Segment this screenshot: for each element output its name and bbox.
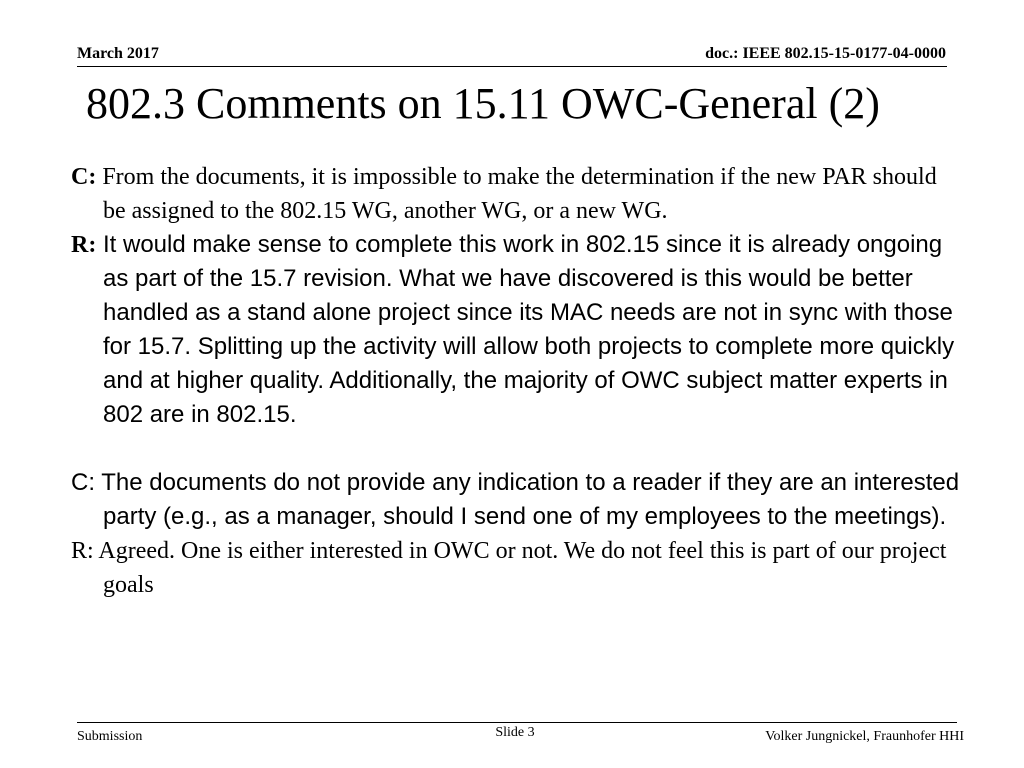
footer-author: Volker Jungnickel, Fraunhofer HHI [765,729,964,744]
footer-slide-number: Slide 3 [495,725,535,740]
response-paragraph-2 [71,534,961,602]
header-doc-id: doc.: IEEE 802.15-15-0177-04-0000 [705,45,946,62]
comment-text: The documents do not provide any indication to a reader if they are an interested party (e.g., as a manager, should I send one of my employees to the meetings). [95,469,960,530]
slide-body [71,160,961,602]
comment-text: From the documents, it is impossible to make the determination if the new PAR should be assigned to the 802.15 WG, another WG, or a new WG. [96,164,937,224]
response-label: R: [71,232,97,258]
response-label: R: [71,538,94,564]
comment-label: C: [71,469,95,496]
footer-divider [77,722,957,723]
response-paragraph-1 [71,228,961,432]
footer-submission: Submission [77,729,143,744]
response-text: It would make sense to complete this work in 802.15 since it is already ongoing as part of the 15.7 revision. What we have discovered is this would be better handled as a stand alone project since its MAC needs are not in sync with those for 15.7. Splitting up the activity will allow both projects to complete more quickly and at higher quality. Additionally, the majority of OWC subject matter experts in 802 are in 802.15. [96,231,955,428]
header-date: March 2017 [77,45,159,62]
comment-paragraph-2 [71,466,961,534]
response-text: Agreed. One is either interested in OWC or not. We do not feel this is part of our project goals [93,538,947,598]
comment-paragraph-1 [71,160,961,228]
slide-title: 802.3 Comments on 15.11 OWC-General (2) [86,79,880,128]
header-divider [77,66,947,67]
comment-label: C: [71,164,97,190]
